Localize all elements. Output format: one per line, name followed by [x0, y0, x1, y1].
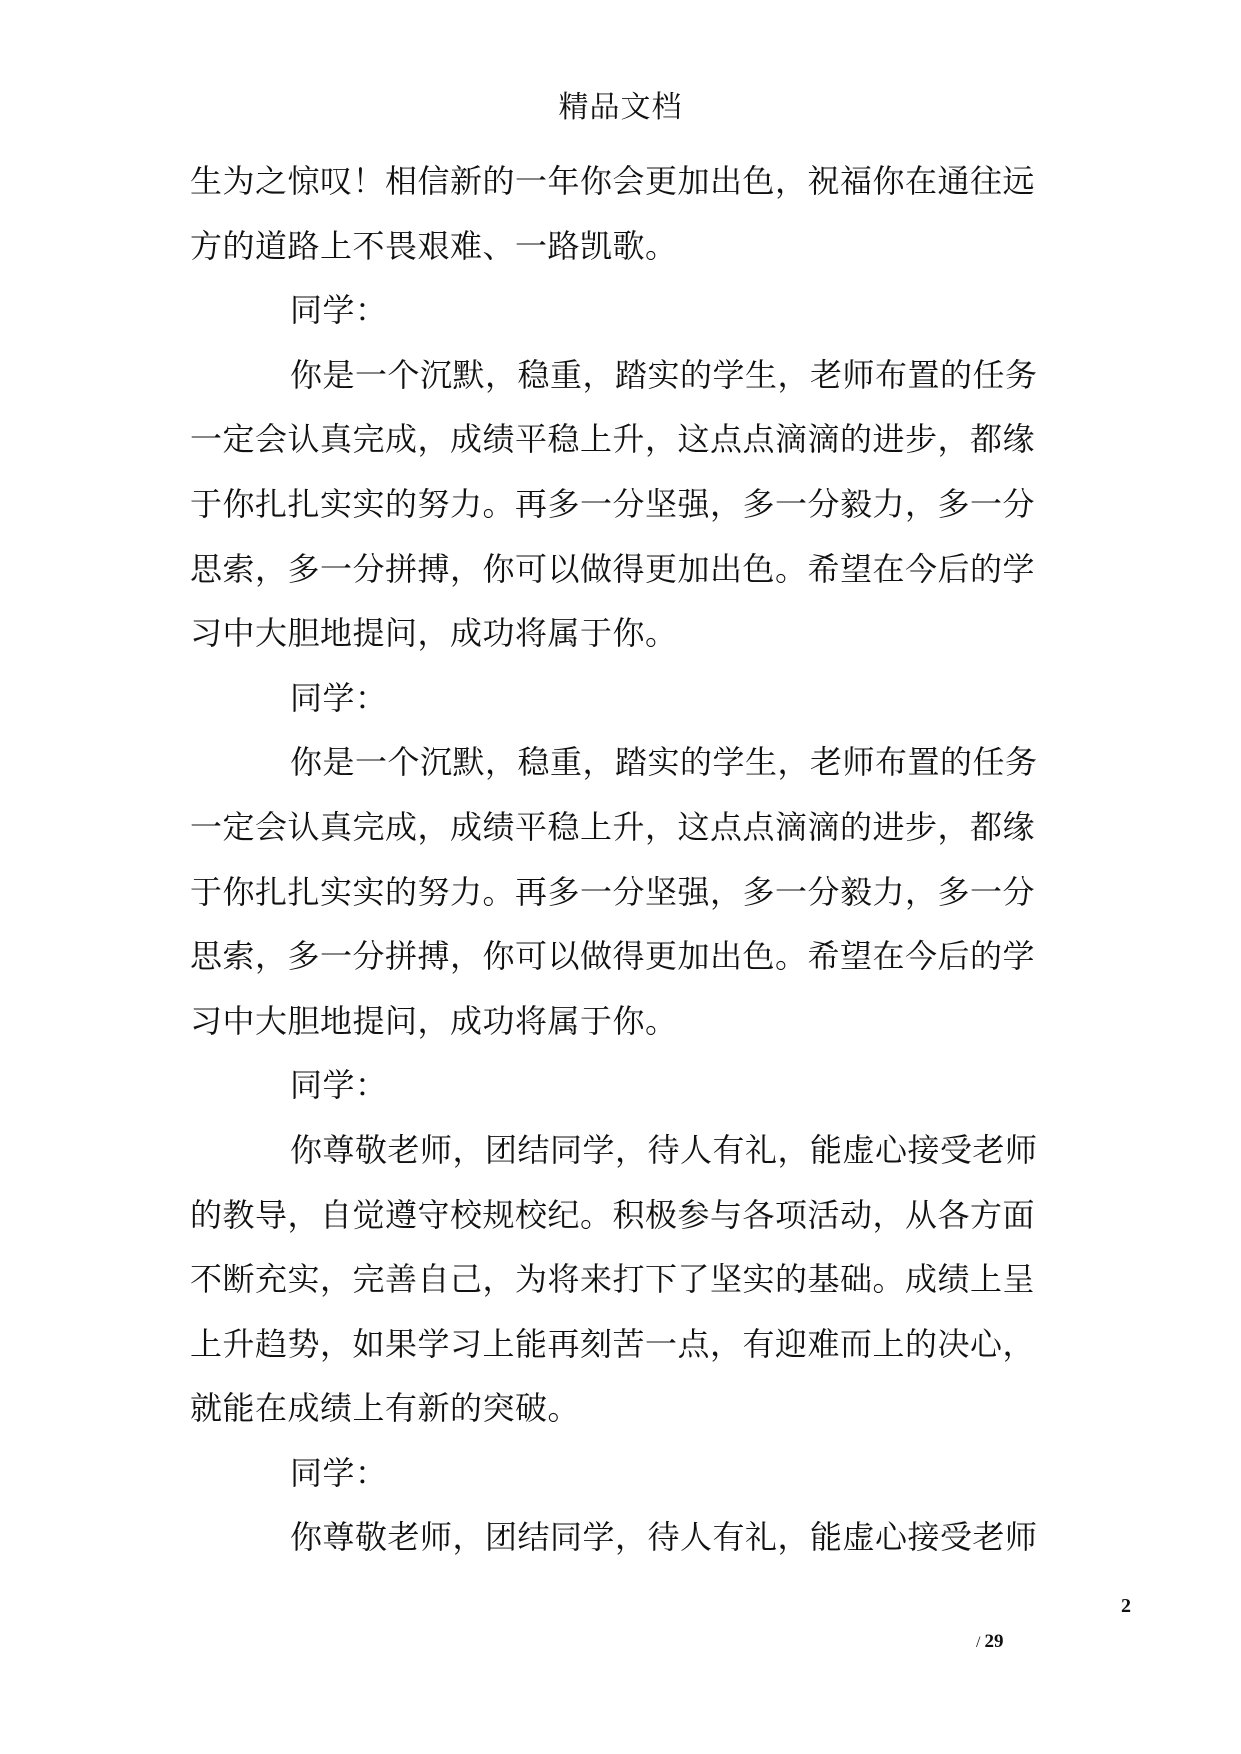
salutation: 同学： [290, 1453, 388, 1492]
page-total [976, 1630, 1003, 1655]
paragraph-first-line: 你是一个沉默，稳重，踏实的学生，老师布置的任务 [290, 743, 1038, 782]
text-line: 习中大胆地提问，成功将属于你。 [190, 614, 678, 653]
text-line: 一定会认真完成，成绩平稳上升，这点点滴滴的进步，都缘 [190, 807, 1036, 846]
text-line: 一定会认真完成，成绩平稳上升，这点点滴滴的进步，都缘 [190, 420, 1036, 459]
total-pages: 29 [984, 1631, 1004, 1652]
text-line: 方的道路上不畏艰难、一路凯歌。 [190, 226, 678, 265]
salutation: 同学： [290, 291, 388, 330]
text-line: 的教导，自觉遵守校规校纪。积极参与各项活动，从各方面 [190, 1195, 1036, 1234]
page-number: 2 [1121, 1595, 1131, 1617]
salutation: 同学： [290, 678, 388, 717]
text-line: 于你扎扎实实的努力。再多一分坚强，多一分毅力，多一分 [190, 872, 1036, 911]
paragraph-first-line: 你是一个沉默，稳重，踏实的学生，老师布置的任务 [290, 355, 1038, 394]
paragraph-first-line: 你尊敬老师，团结同学，待人有礼，能虚心接受老师 [290, 1130, 1038, 1169]
paragraph-first-line: 你尊敬老师，团结同学，待人有礼，能虚心接受老师 [290, 1518, 1038, 1557]
page-header-title: 精品文档 [558, 90, 683, 125]
text-line: 于你扎扎实实的努力。再多一分坚强，多一分毅力，多一分 [190, 484, 1036, 523]
text-line: 生为之惊叹！相信新的一年你会更加出色，祝福你在通往远 [190, 162, 1036, 200]
text-line: 习中大胆地提问，成功将属于你。 [190, 1001, 678, 1040]
page-separator: / [976, 1634, 981, 1651]
document-body [190, 159, 1060, 1580]
text-line: 思索，多一分拼搏，你可以做得更加出色。希望在今后的学 [190, 549, 1036, 588]
text-line: 思索，多一分拼搏，你可以做得更加出色。希望在今后的学 [190, 937, 1036, 976]
text-line: 就能在成绩上有新的突破。 [190, 1389, 581, 1428]
salutation: 同学： [290, 1066, 388, 1105]
text-line: 上升趋势，如果学习上能再刻苦一点，有迎难而上的决心， [190, 1324, 1036, 1363]
text-line: 不断充实，完善自己，为将来打下了坚实的基础。成绩上呈 [190, 1260, 1036, 1299]
